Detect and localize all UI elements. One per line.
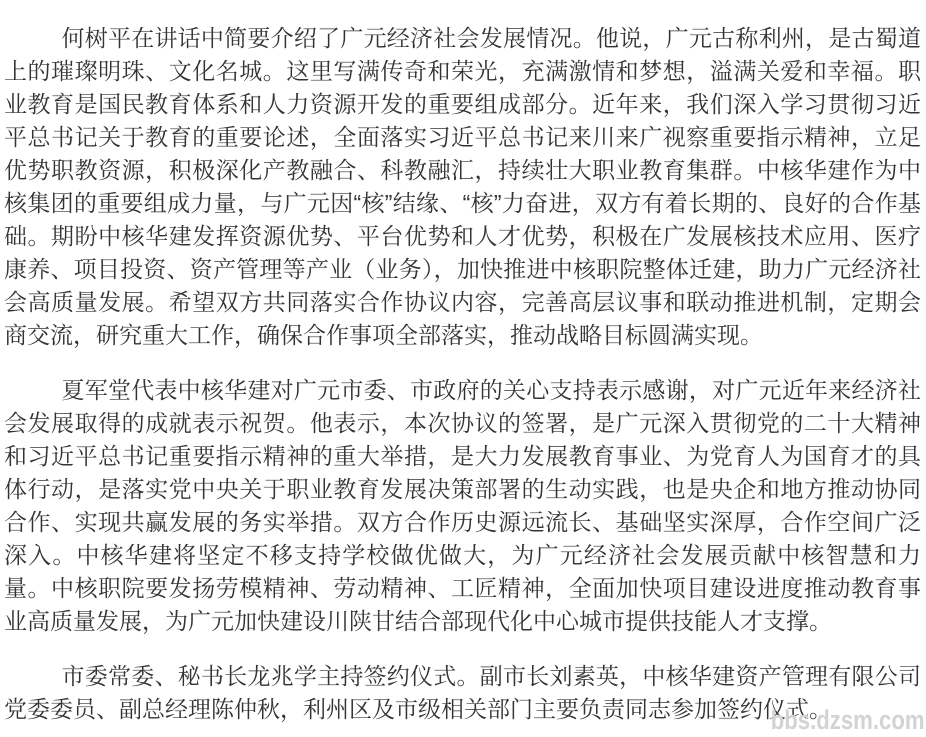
paragraph-xia-juntang-speech: 夏军堂代表中核华建对广元市委、市政府的关心支持表示感谢，对广元近年来经济社会发展取得的成就表示祝贺。他表示，本次协议的签署，是广元深入贯彻党的二十大精神和习近平总书记重要指示精神的重大举措，是大力发展教育事业、为党育人为国育才的具体行动，是落实党中央关于职业教育发展决策部署的生动实践，也是央企和地方推动协同合作、实现共赢发展的务实举措。双方合作历史源远流长、基础坚实深厚，合作空间广泛深入。中核华建将坚定不移支持学校做优做大，为广元经济社会发展贡献中核智慧和力量。中核职院要发扬劳模精神、劳动精神、工匠精神，全面加快项目建设进度推动教育事业高质量发展，为广元加快建设川陕甘结合部现代化中心城市提供技能人才支撑。 <box>4 377 921 634</box>
paragraph-he-shuping-speech: 何树平在讲话中简要介绍了广元经济社会发展情况。他说，广元古称利州，是古蜀道上的璀璨明珠、文化名城。这里写满传奇和荣光，充满激情和梦想，溢满关爱和幸福。职业教育是国民教育体系和人力资源开发的重要组成部分。近年来，我们深入学习贯彻习近平总书记关于教育的重要论述，全面落实习近平总书记来川来广视察重要指示精神，立足优势职教资源，积极深化产教融合、科教融汇，持续壮大职业教育集群。中核华建作为中核集团的重要组成力量，与广元因“核”结缘、“核”力奋进，双方有着长期的、良好的合作基础。期盼中核华建发挥资源优势、平台优势和人才优势，积极在广发展核技术应用、医疗康养、项目投资、资产管理等产业（业务），加快推进中核职院整体迁建，助力广元经济社会高质量发展。希望双方共同落实合作协议内容，完善高层议事和联动推进机制，定期会商交流，研究重大工作，确保合作事项全部落实，推动战略目标圆满实现。 <box>4 25 921 348</box>
site-watermark: bbs.dzsm.com <box>771 705 925 735</box>
paragraph-ceremony-attendees: 市委常委、秘书长龙兆学主持签约仪式。副市长刘素英，中核华建资产管理有限公司党委委员、副总经理陈仲秋，利州区及市级相关部门主要负责同志参加签约仪式。 <box>4 663 921 722</box>
